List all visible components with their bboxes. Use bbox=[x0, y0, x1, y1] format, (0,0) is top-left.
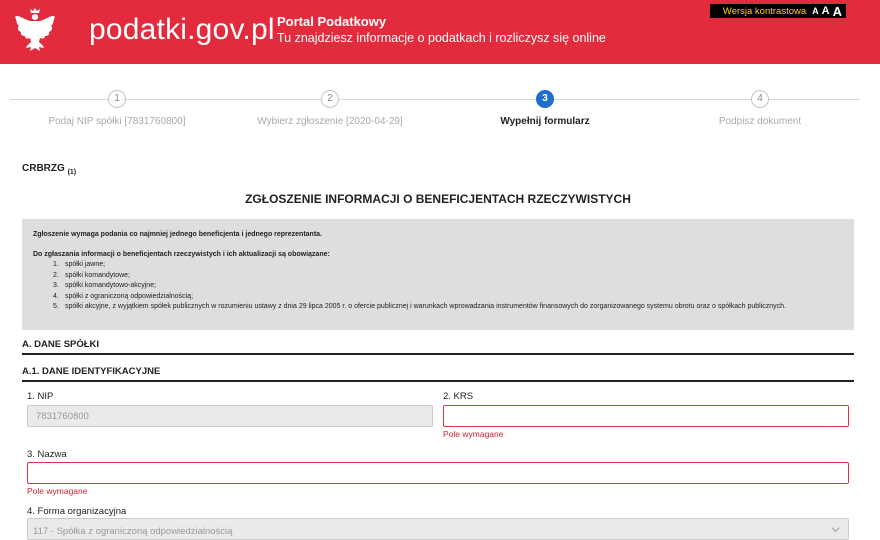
nip-label: 1. NIP bbox=[27, 391, 54, 402]
legal-form-label: 4. Forma organizacyjna bbox=[27, 506, 127, 517]
info-obligated-heading: Do zgłaszania informacji o beneficjentach rzeczywistych i ich aktualizacji są obowiązane: bbox=[33, 250, 330, 258]
font-size-small-button[interactable]: A bbox=[812, 5, 819, 16]
accessibility-bar bbox=[710, 4, 846, 18]
info-requirement: Zgłoszenie wymaga podania co najmniej jednego beneficjenta i jednego reprezentanta. bbox=[33, 231, 323, 238]
list-item-number: 5. bbox=[53, 303, 59, 310]
form-version: (1) bbox=[67, 169, 77, 176]
step-label: Wypełnij formularz bbox=[500, 116, 590, 127]
portal-subtitle: Tu znajdziesz informacje o podatkach i rozliczysz się online bbox=[277, 31, 606, 45]
list-item-text: spółki z ograniczoną odpowiedzialnością; bbox=[65, 292, 194, 300]
list-item bbox=[53, 281, 844, 292]
form-code bbox=[22, 163, 76, 176]
step-3 bbox=[455, 90, 635, 127]
list-item-number: 4. bbox=[53, 292, 59, 300]
nip-field[interactable] bbox=[27, 405, 433, 427]
step-number: 3 bbox=[536, 90, 554, 108]
krs-label: 2. KRS bbox=[443, 391, 474, 402]
section-heading-company-data: A. DANE SPÓŁKI bbox=[22, 339, 854, 355]
section-heading-identification: A.1. DANE IDENTYFIKACYJNE bbox=[22, 366, 854, 382]
list-item bbox=[53, 260, 844, 271]
form-title: ZGŁOSZENIE INFORMACJI O BENEFICJENTACH RZECZYWISTYCH bbox=[245, 192, 631, 206]
chevron-down-icon bbox=[831, 525, 840, 534]
list-item bbox=[53, 271, 844, 282]
list-item-number: 3. bbox=[53, 282, 59, 289]
step-label: Wybierz zgłoszenie [2020-04-29] bbox=[257, 116, 403, 127]
font-size-medium-button[interactable]: A bbox=[821, 4, 830, 17]
list-item-text: spółki komandytowo-akcyjne; bbox=[65, 282, 157, 289]
contrast-version-link[interactable]: Wersja kontrastowa bbox=[722, 5, 807, 17]
list-item-text: spółki jawne; bbox=[65, 261, 106, 268]
step-4 bbox=[670, 90, 850, 127]
step-number: 4 bbox=[751, 90, 769, 108]
form-code-text: CRBRZG bbox=[22, 163, 65, 174]
krs-field[interactable] bbox=[443, 405, 849, 427]
krs-error-message: Pole wymagane bbox=[443, 429, 504, 439]
list-item-text: spółki akcyjne, z wyjątkiem spółek publicznych w rozumieniu ustawy z dnia 29 lipca 2005 r. o ofercie publicznej i warunkach wprowadzania instrumentów finansowych do zorganizowanego systemu obrotu oraz o spółkach publicznych. bbox=[65, 303, 786, 310]
name-label: 3. Nazwa bbox=[27, 449, 67, 460]
step-number: 2 bbox=[321, 90, 339, 108]
font-size-large-button[interactable]: A bbox=[832, 3, 842, 19]
list-item-number: 2. bbox=[53, 271, 59, 279]
list-item bbox=[53, 302, 844, 313]
company-name-field[interactable] bbox=[27, 462, 849, 484]
step-2 bbox=[240, 90, 420, 127]
portal-title: Portal Podatkowy bbox=[277, 14, 387, 29]
white-eagle-emblem-icon[interactable] bbox=[14, 8, 56, 56]
list-item-number: 1. bbox=[53, 261, 59, 268]
step-number: 1 bbox=[108, 90, 126, 108]
step-label: Podpisz dokument bbox=[718, 116, 802, 127]
legal-form-selected-value: 117 - Spółka z ograniczoną odpowiedzialnością bbox=[33, 526, 233, 537]
step-1 bbox=[27, 90, 207, 127]
site-name[interactable]: podatki.gov.pl bbox=[89, 13, 275, 46]
site-header bbox=[0, 0, 880, 64]
list-item-text: spółki komandytowe; bbox=[65, 271, 130, 279]
info-box bbox=[22, 219, 854, 330]
list-item bbox=[53, 292, 844, 303]
step-label: Podaj NIP spółki [7831760800] bbox=[48, 116, 186, 127]
legal-form-select[interactable] bbox=[27, 518, 849, 540]
name-error-message: Pole wymagane bbox=[27, 486, 88, 496]
obligated-entities-list bbox=[53, 260, 844, 313]
